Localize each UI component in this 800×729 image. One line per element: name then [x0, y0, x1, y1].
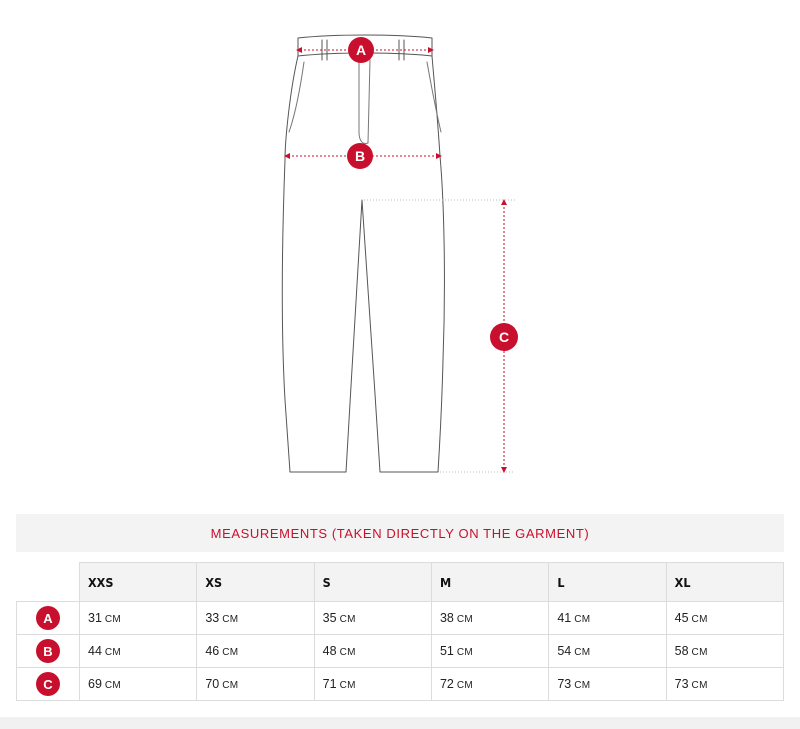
size-header: S: [314, 563, 431, 602]
footer-bar: [0, 717, 800, 729]
value: 31: [88, 611, 102, 625]
measure-c: [490, 199, 518, 473]
trousers-outline: [282, 56, 444, 472]
value-cell: [314, 668, 431, 701]
size-header: XS: [197, 563, 314, 602]
pocket-right: [427, 62, 441, 132]
value: 69: [88, 677, 102, 691]
value: 71: [322, 677, 337, 691]
value-cell: [431, 602, 548, 635]
value: 45: [674, 611, 689, 625]
table-row: [17, 635, 784, 668]
unit-label: CM: [339, 614, 356, 625]
value-cell: [197, 602, 314, 635]
value: 54: [557, 644, 572, 658]
value: 35: [322, 611, 337, 625]
corner-cell: [17, 563, 80, 602]
unit-label: CM: [456, 680, 474, 691]
value-cell: [666, 602, 783, 635]
marker-b-label: B: [354, 148, 366, 164]
value-cell: [80, 668, 197, 701]
unit-label: CM: [691, 614, 708, 625]
measurements-title-bar: [16, 514, 784, 552]
measure-badge: B: [36, 639, 60, 663]
row-label-cell: [17, 668, 80, 701]
value: 46: [205, 644, 220, 658]
value-cell: [314, 602, 431, 635]
unit-label: CM: [574, 647, 591, 658]
value: 70: [205, 677, 220, 691]
value-cell: [197, 668, 314, 701]
unit-label: CM: [691, 647, 708, 658]
value-cell: [431, 635, 548, 668]
marker-a-label: A: [355, 42, 367, 58]
measure-badge: C: [36, 672, 60, 696]
value-cell: [549, 635, 666, 668]
unit-label: CM: [339, 680, 356, 691]
value-cell: [314, 635, 431, 668]
unit-label: CM: [222, 647, 239, 658]
value: 41: [557, 611, 572, 625]
unit-label: CM: [339, 647, 356, 658]
row-label-cell: [17, 635, 80, 668]
size-header-row: [17, 563, 784, 602]
table-row: [17, 668, 784, 701]
value: 44: [88, 644, 102, 658]
value-cell: [197, 635, 314, 668]
value-cell: [666, 668, 783, 701]
size-header: XXS: [80, 563, 197, 602]
fly-stitch: [359, 56, 370, 143]
size-header: M: [431, 563, 548, 602]
value: 72: [439, 677, 454, 691]
value-cell: [80, 635, 197, 668]
value: 58: [674, 644, 689, 658]
unit-label: CM: [456, 614, 474, 625]
unit-label: CM: [222, 614, 239, 625]
row-label-cell: [17, 602, 80, 635]
value: 33: [205, 611, 220, 625]
unit-label: CM: [574, 680, 591, 691]
unit-label: CM: [691, 680, 708, 691]
value-cell: [666, 635, 783, 668]
unit-label: CM: [104, 614, 122, 625]
marker-c-label: C: [498, 329, 510, 345]
table-row: [17, 602, 784, 635]
value-cell: [549, 602, 666, 635]
value-cell: [431, 668, 548, 701]
value: 38: [439, 611, 454, 625]
value: 48: [322, 644, 337, 658]
value-cell: [549, 668, 666, 701]
size-chart-table: [16, 562, 784, 701]
value: 73: [674, 677, 689, 691]
size-header: XL: [666, 563, 783, 602]
unit-label: CM: [456, 647, 474, 658]
value-cell: [80, 602, 197, 635]
measure-a: [296, 37, 434, 63]
unit-label: CM: [104, 680, 122, 691]
value: 73: [557, 677, 572, 691]
value: 51: [439, 644, 454, 658]
unit-label: CM: [574, 614, 591, 625]
unit-label: CM: [104, 647, 122, 658]
measure-badge: A: [36, 606, 60, 630]
measurements-title: MEASUREMENTS (TAKEN DIRECTLY ON THE GARMENT): [210, 525, 590, 541]
pocket-left: [289, 62, 304, 132]
measure-b: [284, 143, 442, 169]
unit-label: CM: [222, 680, 239, 691]
size-header: L: [549, 563, 666, 602]
